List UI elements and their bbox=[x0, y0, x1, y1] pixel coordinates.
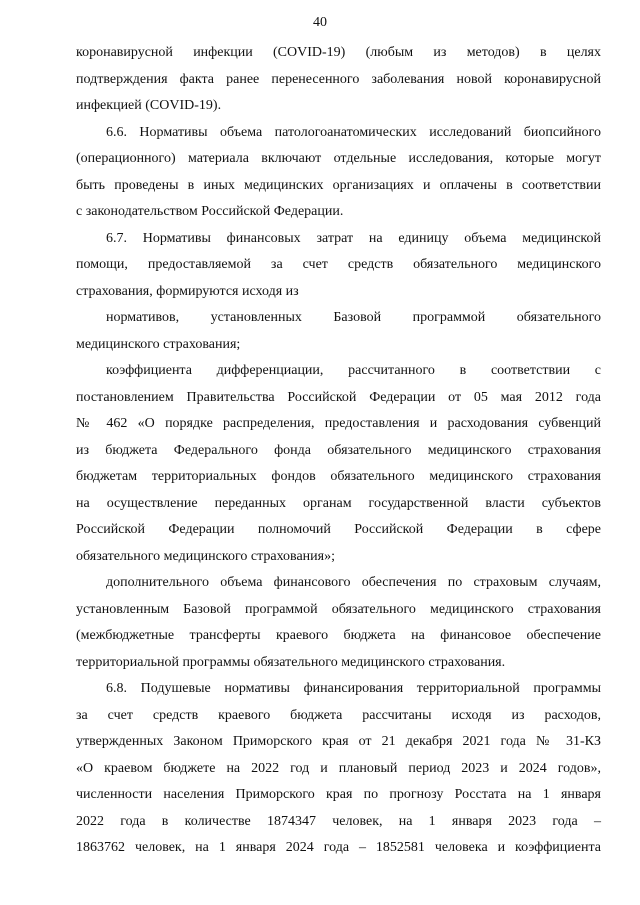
text-line: коэффициента дифференциации, рассчитанного в соответствии с bbox=[106, 363, 601, 378]
text-line: территориальной программы обязательного медицинского страхования. bbox=[76, 654, 506, 670]
document-body bbox=[76, 40, 601, 862]
text-line: 1863762 человек, на 1 января 2024 года – 1852581 человека и коэффициента bbox=[76, 840, 601, 855]
text-line: установленным Базовой программой обязательного медицинского страхования bbox=[76, 601, 601, 617]
text-line: Российской Федерации полномочий Российской Федерации в сфере bbox=[76, 522, 601, 537]
paragraph-p-norms bbox=[76, 305, 601, 358]
text-line: (операционного) материала включают отдельные исследования, которые могут bbox=[76, 151, 601, 166]
text-line: № 462 «О порядке распределения, предоставления и расходования субвенций bbox=[76, 416, 601, 431]
page-number: 40 bbox=[313, 15, 327, 30]
text-line: подтверждения факта ранее перенесенного заболевания новой коронавирусной bbox=[76, 71, 601, 87]
text-line: «О краевом бюджете на 2022 год и плановый период 2023 и 2024 годов», bbox=[76, 760, 601, 776]
paragraph-p-6-7 bbox=[76, 226, 601, 306]
text-line: численности населения Приморского края по прогнозу Росстата на 1 января bbox=[76, 787, 601, 802]
text-line: (межбюджетные трансферты краевого бюджета на финансовое обеспечение bbox=[76, 628, 601, 643]
text-line: медицинского страхования; bbox=[76, 336, 241, 352]
text-line: бюджетам территориальных фондов обязательного медицинского страхования bbox=[76, 469, 601, 484]
paragraph-p-coefficient bbox=[76, 358, 601, 570]
text-line: нормативов, установленных Базовой программой обязательного bbox=[106, 310, 601, 325]
paragraph-p-6-8 bbox=[76, 676, 601, 862]
text-line: дополнительного объема финансового обеспечения по страховым случаям, bbox=[106, 575, 601, 590]
text-line: 6.7. Нормативы финансовых затрат на единицу объема медицинской bbox=[106, 230, 601, 246]
text-line: с законодательством Российской Федерации. bbox=[76, 204, 344, 219]
paragraph-p-additional bbox=[76, 570, 601, 676]
text-line: за счет средств краевого бюджета рассчитаны исходя из расходов, bbox=[76, 707, 601, 723]
text-line: из бюджета Федерального фонда обязательного медицинского страхования bbox=[76, 442, 601, 458]
text-line: помощи, предоставляемой за счет средств обязательного медицинского bbox=[76, 257, 601, 272]
paragraph-p-6-6 bbox=[76, 120, 601, 226]
text-line: инфекцией (COVID-19). bbox=[76, 98, 222, 113]
text-line: утвержденных Законом Приморского края от 21 декабря 2021 года № 31-КЗ bbox=[76, 734, 601, 749]
text-line: быть проведены в иных медицинских организациях и оплачены в соответствии bbox=[76, 177, 601, 193]
text-line: постановлением Правительства Российской Федерации от 05 мая 2012 года bbox=[76, 389, 601, 405]
text-line: на осуществление переданных органам государственной власти субъектов bbox=[76, 495, 601, 511]
text-line: 2022 года в количестве 1874347 человек, на 1 января 2023 года – bbox=[76, 813, 601, 829]
text-line: обязательного медицинского страхования»; bbox=[76, 548, 335, 564]
paragraph-p-continuation bbox=[76, 40, 601, 120]
text-line: 6.8. Подушевые нормативы финансирования территориальной программы bbox=[106, 681, 601, 696]
text-line: коронавирусной инфекции (COVID-19) (любым из методов) в целях bbox=[76, 45, 601, 60]
text-line: 6.6. Нормативы объема патологоанатомических исследований биопсийного bbox=[106, 124, 601, 140]
text-line: страхования, формируются исходя из bbox=[76, 283, 299, 299]
